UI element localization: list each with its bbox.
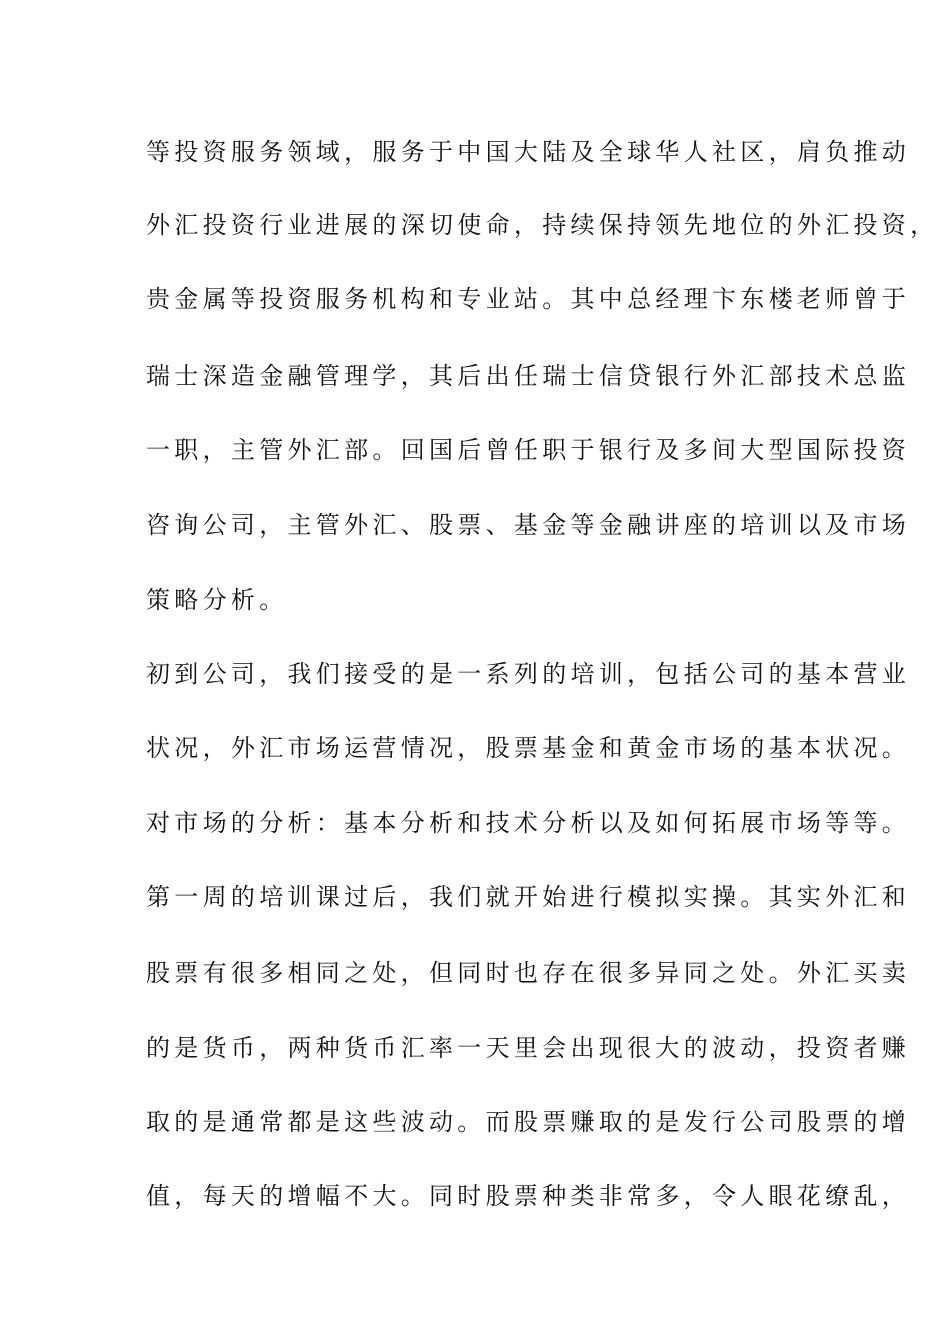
text-line-13: 的是货币，两种货币汇率一天里会出现很大的波动，投资者赚 (146, 1034, 911, 1062)
text-line-7: 策略分析。 (146, 586, 288, 614)
text-line-2: 外汇投资行业进展的深切使命，持续保持领先地位的外汇投资， (146, 211, 939, 239)
text-line-8: 初到公司，我们接受的是一系列的培训，包括公司的基本营业 (146, 660, 911, 688)
text-line-9: 状况，外汇市场运营情况，股票基金和黄金市场的基本状况。 (146, 734, 911, 762)
text-line-12: 股票有很多相同之处，但同时也存在很多异同之处。外汇买卖 (146, 959, 911, 987)
text-line-6: 咨询公司，主管外汇、股票、基金等金融讲座的培训以及市场 (146, 511, 911, 539)
text-line-3: 贵金属等投资服务机构和专业站。其中总经理卞东楼老师曾于 (146, 285, 911, 313)
text-line-4: 瑞士深造金融管理学，其后出任瑞士信贷银行外汇部技术总监 (146, 362, 911, 390)
text-line-14: 取的是通常都是这些波动。而股票赚取的是发行公司股票的增 (146, 1108, 911, 1136)
text-line-1: 等投资服务领域，服务于中国大陆及全球华人社区，肩负推动 (146, 138, 911, 166)
text-line-5: 一职，主管外汇部。回国后曾任职于银行及多间大型国际投资 (146, 436, 911, 464)
text-line-10: 对市场的分析：基本分析和技术分析以及如何拓展市场等等。 (146, 809, 911, 837)
text-line-11: 第一周的培训课过后，我们就开始进行模拟实操。其实外汇和 (146, 883, 911, 911)
text-line-15: 值，每天的增幅不大。同时股票种类非常多，令人眼花缭乱， (146, 1182, 911, 1210)
